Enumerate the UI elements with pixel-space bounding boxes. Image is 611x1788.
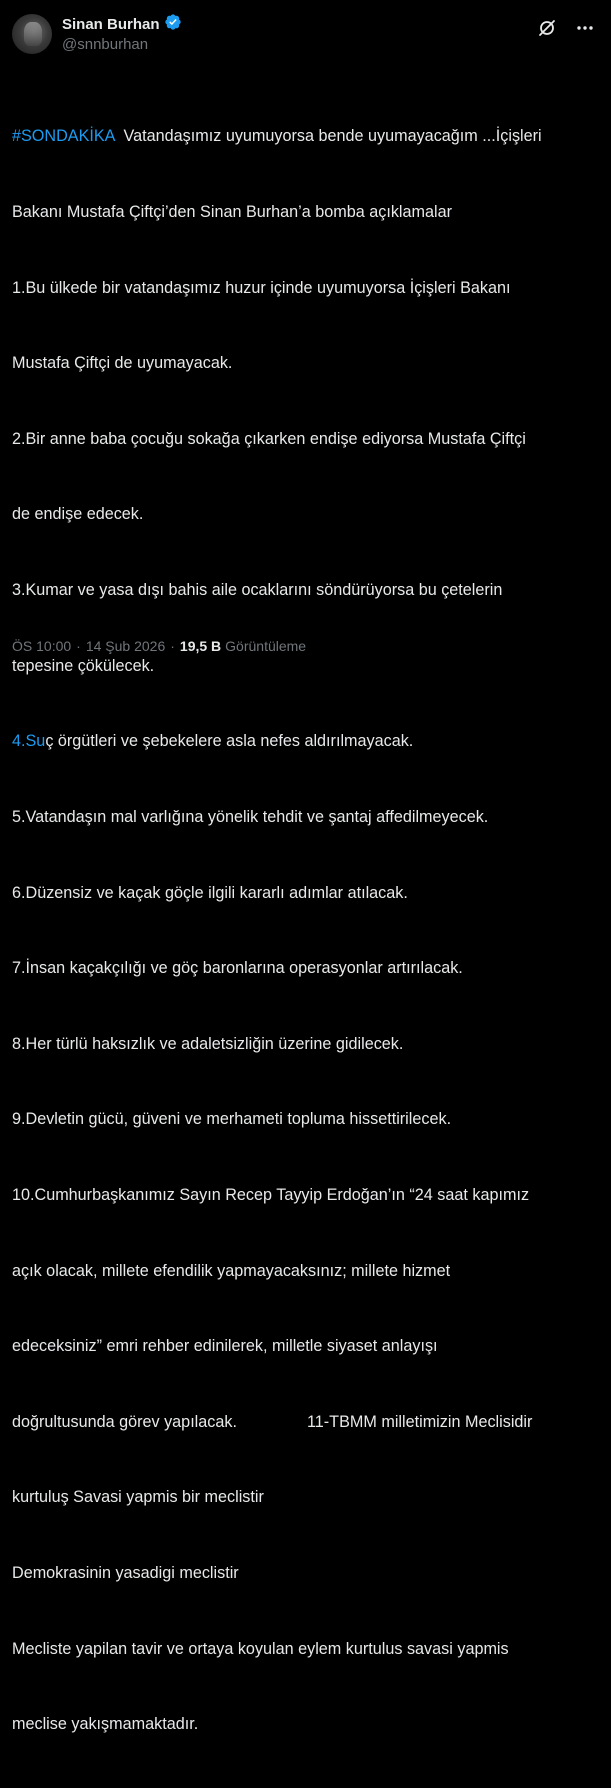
tweet-line: Mecliste yapilan tavir ve ortaya koyulan eylem kurtulus savasi yapmis	[12, 1639, 509, 1658]
tweet-header	[12, 14, 599, 62]
tweet-line: Bakanı Mustafa Çiftçi’den Sinan Burhan’a bomba açıklamalar	[12, 203, 452, 222]
tweet-line: 10.Cumhurbaşkanımız Sayın Recep Tayyip Erdoğan’ın “24 saat kapımız	[12, 1185, 530, 1204]
header-actions	[537, 14, 599, 38]
inline-link[interactable]: 4.Su	[12, 732, 46, 751]
tweet-line: 6.Düzensiz ve kaçak göçle ilgili kararlı adımlar atılacak.	[12, 883, 408, 902]
handle[interactable]: @snnburhan	[62, 36, 149, 53]
tweet-text	[12, 74, 602, 1788]
name-row	[62, 14, 182, 34]
tweet-time[interactable]: ÖS 10:00	[12, 638, 72, 654]
tweet-line: Demokrasinin yasadigi meclistir	[12, 1563, 239, 1582]
tweet-line: edeceksiniz” emri rehber edinilerek, milletle siyaset anlayışı	[12, 1337, 438, 1356]
tweet-text-fragment: doğrultusunda görev yapılacak.	[12, 1412, 237, 1431]
tweet-line	[12, 1410, 602, 1435]
tweet-line: 9.Devletin gücü, güveni ve merhameti topluma hissettirilecek.	[12, 1110, 452, 1129]
hashtag-link[interactable]: #SONDAKİKA	[12, 127, 115, 146]
avatar[interactable]	[12, 14, 52, 54]
separator: ·	[76, 638, 81, 654]
tweet-line: 1.Bu ülkede bir vatandaşımız huzur içinde uyumuyorsa İçişleri Bakanı	[12, 278, 511, 297]
tweet-line: 7.İnsan kaçakçılığı ve göç baronlarına operasyonlar artırılacak.	[12, 959, 463, 978]
tweet-line: 2.Bir anne baba çocuğu sokağa çıkarken endişe ediyorsa Mustafa Çiftçi	[12, 429, 526, 448]
tweet-line: tepesine çökülecek.	[12, 656, 155, 675]
views-label: Görüntüleme	[225, 638, 307, 654]
separator: ·	[170, 638, 175, 654]
tweet-date[interactable]: 14 Şub 2026	[85, 638, 166, 654]
grok-icon[interactable]	[537, 18, 557, 38]
tweet-meta	[12, 638, 306, 654]
tweet-line: 5.Vatandaşın mal varlığına yönelik tehdit ve şantaj affedilmeyecek.	[12, 807, 489, 826]
tweet-text-fragment: 11-TBMM milletimizin Meclisidir	[306, 1412, 533, 1431]
tweet-line	[12, 124, 602, 149]
author-info	[62, 14, 182, 53]
tweet-line: kurtuluş Savasi yapmis bir meclistir	[12, 1488, 264, 1507]
tweet-line	[12, 729, 602, 754]
tweet-text-fragment: ç örgütleri ve şebekelere asla nefes aldırılmayacak.	[45, 732, 414, 751]
tweet-line: Mustafa Çiftçi de uyumayacak.	[12, 354, 233, 373]
tweet-line: de endişe edecek.	[12, 505, 144, 524]
tweet-line: 3.Kumar ve yasa dışı bahis aile ocaklarını söndürüyorsa bu çetelerin	[12, 581, 503, 600]
more-icon[interactable]	[575, 18, 595, 38]
verified-badge-icon[interactable]	[160, 13, 182, 36]
tweet-line: meclise yakışmamaktadır.	[12, 1715, 199, 1734]
tweet-line: açık olacak, millete efendilik yapmayacaksınız; millete hizmet	[12, 1261, 451, 1280]
tweet-line: 8.Her türlü haksızlık ve adaletsizliğin üzerine gidilecek.	[12, 1034, 404, 1053]
display-name[interactable]: Sinan Burhan	[62, 15, 160, 33]
views-count: 19,5 B	[179, 638, 222, 654]
tweet-text-fragment: Vatandaşımız uyumuyorsa bende uyumayacağım ...İçişleri	[114, 127, 542, 146]
